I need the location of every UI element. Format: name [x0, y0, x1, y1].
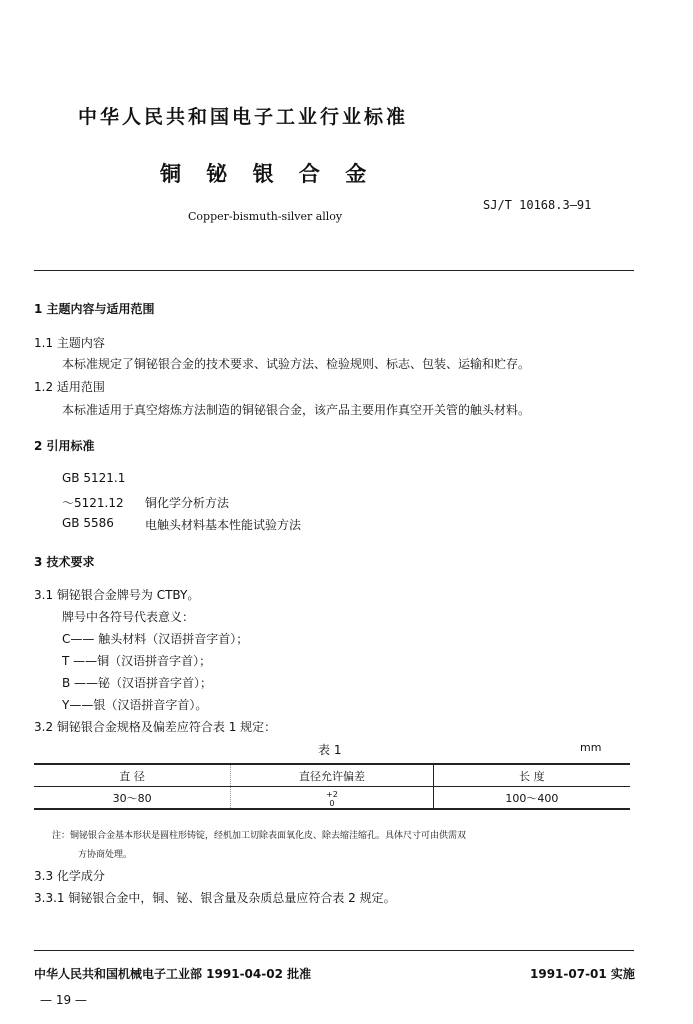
standard-code: SJ/T 10168.3—91: [483, 198, 592, 212]
cell-diameter-tolerance: [231, 787, 434, 810]
reference-name-3: 电触头材料基本性能试验方法: [145, 518, 302, 532]
table-1: [34, 763, 630, 810]
section-1-2-text: 本标准适用于真空熔炼方法制造的铜铋银合金，该产品主要用作真空开关管的触头材料。: [62, 403, 531, 417]
grade-symbol-c: C—— 触头材料（汉语拼音字首）；: [62, 632, 249, 646]
table-1-unit: mm: [580, 741, 602, 754]
section-2-heading: 2 引用标准: [34, 439, 95, 453]
grade-symbol-b: B ——铋（汉语拼音字首）；: [62, 676, 213, 690]
tolerance-upper: +2: [326, 790, 338, 799]
table-row: [34, 787, 630, 810]
issuing-organization: 中华人民共和国电子工业行业标准: [78, 106, 409, 128]
section-1-heading: 1 主题内容与适用范围: [34, 302, 155, 316]
reference-code-3: GB 5586: [62, 516, 114, 530]
section-3-heading: 3 技术要求: [34, 555, 95, 569]
section-3-2-heading: 3.2 铜铋银合金规格及偏差应符合表 1 规定：: [34, 720, 277, 734]
page-number: — 19 —: [40, 993, 87, 1007]
reference-code-1: GB 5121.1: [62, 471, 126, 485]
reference-name-2: 铜化学分析方法: [145, 496, 230, 510]
header-divider: [34, 270, 634, 271]
english-title: Copper-bismuth-silver alloy: [188, 210, 343, 223]
cell-length: 100～400: [433, 787, 630, 810]
section-1-1-heading: 1.1 主题内容: [34, 336, 105, 350]
tolerance-lower: 0: [329, 799, 335, 808]
document-title: 铜 铋 银 合 金: [160, 162, 369, 186]
grade-symbol-t: T ——铜（汉语拼音字首）；: [62, 654, 212, 668]
reference-code-2: ～5121.12: [62, 496, 124, 510]
table-header-row: [34, 764, 630, 787]
table-1-note-line-1: 注：铜铋银合金基本形状是圆柱形铸锭，经机加工切除表面氧化皮、除去缩洼缩孔。具体尺寸可由供需双: [52, 831, 467, 841]
section-1-2-heading: 1.2 适用范围: [34, 380, 105, 394]
cell-diameter: 30～80: [34, 787, 231, 810]
section-3-3-1-text: 3.3.1 铜铋银合金中，铜、铋、银含量及杂质总量应符合表 2 规定。: [34, 891, 396, 905]
section-1-1-text: 本标准规定了铜铋银合金的技术要求、试验方法、检验规则、标志、包装、运输和贮存。: [62, 357, 531, 371]
table-1-caption: 表 1: [318, 743, 342, 757]
header-diameter-tolerance: 直径允许偏差: [231, 764, 434, 787]
grade-symbol-y: Y——银（汉语拼音字首）。: [62, 698, 208, 712]
header-length: 长 度: [433, 764, 630, 787]
header-diameter: 直 径: [34, 764, 231, 787]
implementation-date: 1991-07-01 实施: [530, 967, 635, 981]
grade-meaning-intro: 牌号中各符号代表意义：: [62, 610, 195, 624]
section-3-1-heading: 3.1 铜铋银合金牌号为 CTBY。: [34, 588, 200, 602]
footer-divider: [34, 950, 634, 951]
table-1-note-line-2: 方协商处理。: [78, 850, 133, 860]
approval-statement: 中华人民共和国机械电子工业部 1991-04-02 批准: [34, 967, 312, 981]
section-3-3-heading: 3.3 化学成分: [34, 869, 105, 883]
